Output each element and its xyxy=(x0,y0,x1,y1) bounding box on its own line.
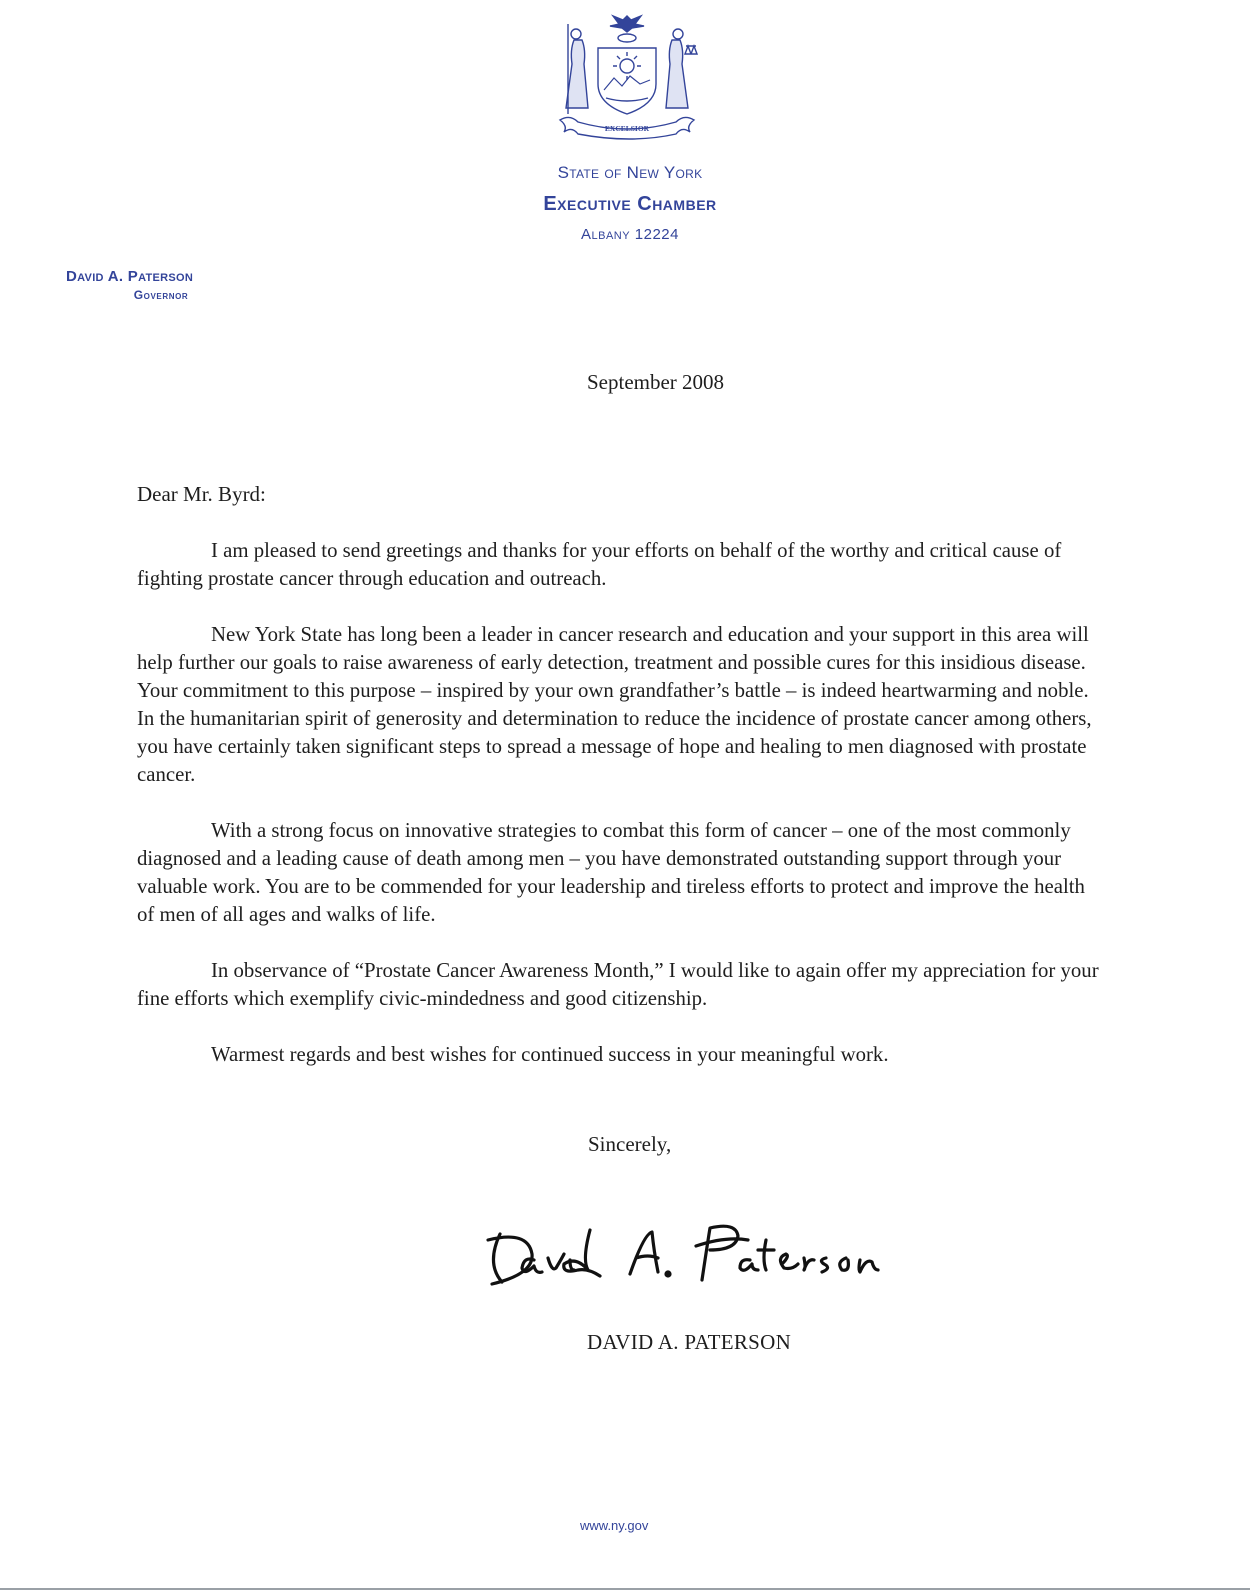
office-city: Albany 12224 xyxy=(581,226,679,243)
paragraph: Warmest regards and best wishes for continued success in your meaningful work. xyxy=(211,1043,889,1066)
state-name: State of New York xyxy=(557,163,703,182)
governor-title: Governor xyxy=(133,288,189,302)
salutation: Dear Mr. Byrd: xyxy=(137,482,266,506)
letterhead-center xyxy=(430,163,830,243)
paragraph: New York State has long been a leader in cancer research and education and your support in this area will help further our goals to raise awareness of early detection, treatment and possible cures for this insidious disease. Your commitment to this purpose – inspired by your own grandfather’s battle – is indeed heartwarming and noble. In the humanitarian spirit of generosity and determination to reduce the incidence of prostate cancer among others, you have certainly taken significant steps to spread a message of hope and healing to men diagnosed with prostate cancer. xyxy=(137,623,1092,786)
letter-body xyxy=(137,537,1107,1069)
seal-motto: EXCELSIOR xyxy=(604,124,650,133)
signature-icon xyxy=(470,1212,920,1292)
letter-date: September 2008 xyxy=(587,370,725,394)
paragraph: With a strong focus on innovative strategies to combat this form of cancer – one of the most commonly diagnosed and a leading cause of death among men – you have demonstrated outstanding support through your valuable work. You are to be commended for your leadership and tireless efforts to protect and improve the health of men of all ages and walks of life. xyxy=(137,819,1085,926)
closing: Sincerely, xyxy=(588,1132,672,1156)
office-name: Executive Chamber xyxy=(543,193,717,215)
page-bottom-edge xyxy=(0,1588,1250,1590)
signer-name: DAVID A. PATERSON xyxy=(587,1330,792,1354)
paragraph: In observance of “Prostate Cancer Awareness Month,” I would like to again offer my appreciation for your fine efforts which exemplify civic-mindedness and good citizenship. xyxy=(137,959,1099,1010)
paragraph: I am pleased to send greetings and thanks for your efforts on behalf of the worthy and critical cause of fighting prostate cancer through education and outreach. xyxy=(137,539,1062,590)
footer-website: www.ny.gov xyxy=(580,1518,649,1533)
governor-block xyxy=(66,268,266,302)
state-seal-icon xyxy=(556,10,698,142)
governor-name: David A. Paterson xyxy=(66,268,194,285)
